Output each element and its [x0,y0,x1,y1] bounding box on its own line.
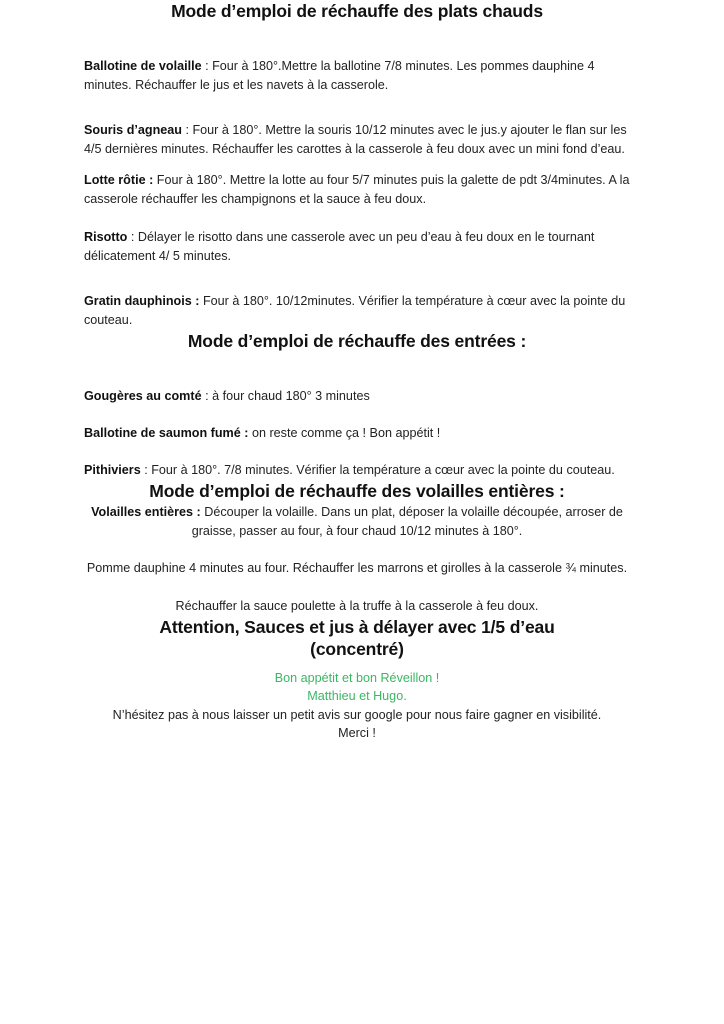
item-separator: : [140,463,152,478]
note-sauce-poulette: Réchauffer la sauce poulette à la truffe à la casserole à feu doux. [175,598,539,613]
heading-attention [84,616,630,662]
item-separator: : [127,229,138,244]
item-separator: : [201,388,213,403]
item-lead: Ballotine de volaille [84,58,202,73]
heading-entrees: Mode d’emploi de réchauffe des entrées : [187,331,527,352]
attention-line-2: (concentré) [310,639,404,660]
item-body: à four chaud 180° 3 minutes [212,388,370,403]
item-body: Découper la volaille. Dans un plat, déposer la volaille découpée, arroser de graisse, passer au four, à four chaud 10/12 minutes à 180°. [191,505,623,539]
signature-names: Matthieu et Hugo. [307,689,407,704]
item-lead: Gratin dauphinois : [84,293,200,308]
heading-plats-chauds: Mode d’emploi de réchauffe des plats chauds [171,1,543,21]
item-body: Four à 180°. Mettre la souris 10/12 minutes avec le jus.y ajouter le flan sur les 4/5 dernières minutes. Réchauffer les carottes à la casserole à feu doux avec un mini fond d’eau. [84,123,627,157]
item-separator: : [181,123,193,138]
item-lead: Risotto [84,229,128,244]
item-lead: Souris d’agneau [84,123,182,138]
note-pomme-dauphine: Pomme dauphine 4 minutes au four. Réchauffer les marrons et girolles à la casserole ¾ minutes. [86,561,628,576]
item-ballotine-de-saumon-fume [84,424,630,443]
signature-greeting: Bon appétit et bon Réveillon ! [274,671,440,686]
document-content [84,0,630,742]
heading-volailles-entieres: Mode d’emploi de réchauffe des volailles entières : [149,481,565,502]
item-lotte-rotie [84,171,630,209]
item-ballotine-de-volaille [84,57,630,95]
item-lead: Ballotine de saumon fumé : [84,426,249,441]
item-risotto [84,228,630,266]
attention-line-1: Attention, Sauces et jus à délayer avec 1/5 d’eau [159,616,555,637]
item-separator: : [201,58,213,73]
item-volailles-entieres [84,503,630,541]
item-body: Four à 180°. Mettre la lotte au four 5/7 minutes puis la galette de pdt 3/4minutes. A la casserole réchauffer les champignons et la sauce à feu doux. [84,173,630,207]
review-request-text: N’hésitez pas à nous laisser un petit avis sur google pour nous faire gagner en visibilité. [112,707,602,722]
item-pithiviers [84,461,630,480]
item-lead: Gougères au comté [84,388,202,403]
item-gougeres-au-comte [84,387,630,406]
item-souris-dagneau [84,121,630,159]
item-body: Délayer le risotto dans une casserole avec un peu d’eau à feu doux en le tournant délicatement 4/ 5 minutes. [84,229,595,263]
item-body: Four à 180°. 7/8 minutes. Vérifier la température a cœur avec la pointe du couteau. [151,463,615,478]
item-lead: Volailles entières : [91,505,201,520]
item-body: Four à 180°. 10/12minutes. Vérifier la température à cœur avec la pointe du couteau. [84,293,626,328]
thanks-text: Merci ! [338,725,376,740]
item-body: Four à 180°.Mettre la ballotine 7/8 minutes. Les pommes dauphine 4 minutes. Réchauffer le jus et les navets à la casserole. [84,58,595,92]
item-gratin-dauphinois [84,292,630,330]
item-body: on reste comme ça ! Bon appétit ! [251,426,441,441]
item-lead: Lotte rôtie : [84,173,154,188]
item-lead: Pithiviers [84,463,141,478]
